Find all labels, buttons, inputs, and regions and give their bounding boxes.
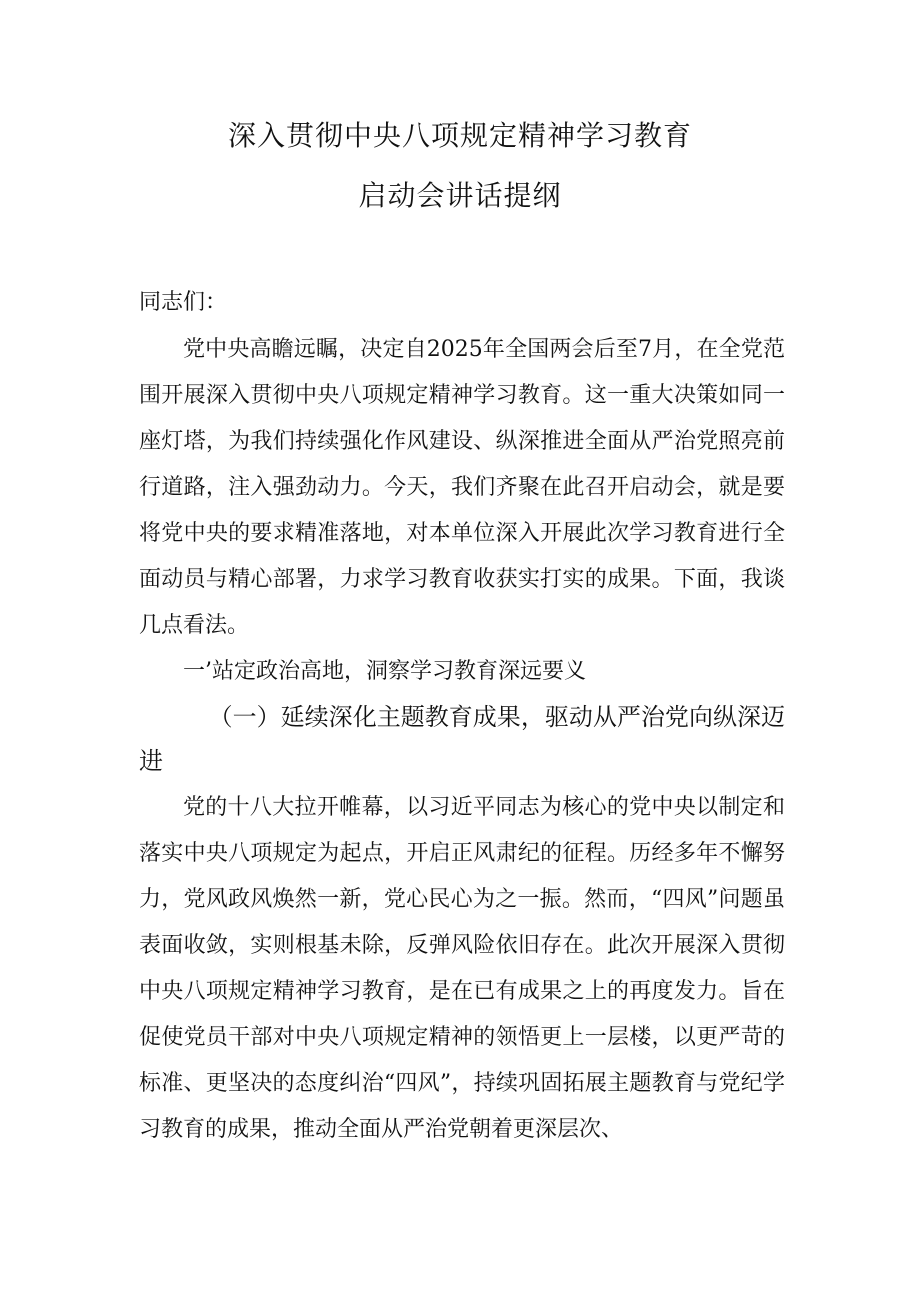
subsection-heading-1: （一）延续深化主题教育成果，驱动从严治党向纵深迈进 — [139, 703, 785, 775]
document-title-line-2: 启动会讲话提纲 — [358, 179, 562, 212]
paragraph-intro: 党中央高瞻远瞩，决定自2025年全国两会后至7月，在全党范围开展深入贯彻中央八项规定精神学习教育。这一重大决策如同一座灯塔，为我们持续强化作风建设、纵深推进全面从严治党照亮前行道路，注入强劲动力。今天，我们齐聚在此召开启动会，就是要将党中央的要求精准落地，对本单位深入开展此次学习教育进行全面动员与精心部署，力求学习教育收获实打实的成果。下面，我谈几点看法。 — [139, 337, 785, 638]
document-title-line-1: 深入贯彻中央八项规定精神学习教育 — [227, 119, 692, 152]
paragraph-body: 党的十八大拉开帷幕，以习近平同志为核心的党中央以制定和落实中央八项规定为起点，开启正风肃纪的征程。历经多年不懈努力，党风政风焕然一新，党心民心为之一振。然而，“四风”问题虽表面收敛，实则根基未除，反弹风险依旧存在。此次开展深入贯彻中央八项规定精神学习教育，是在已有成果之上的再度发力。旨在促使党员干部对中央八项规定精神的领悟更上一层楼，以更严苛的标准、更坚决的态度纠治“四风”，持续巩固拓展主题教育与党纪学习教育的成果，推动全面从严治党朝着更深层次、 — [139, 795, 785, 1142]
document-body — [139, 327, 785, 1153]
salutation: 同志们： — [139, 290, 228, 315]
section-heading-1: 一’站定政治高地，洞察学习教育深远要义 — [183, 659, 586, 684]
